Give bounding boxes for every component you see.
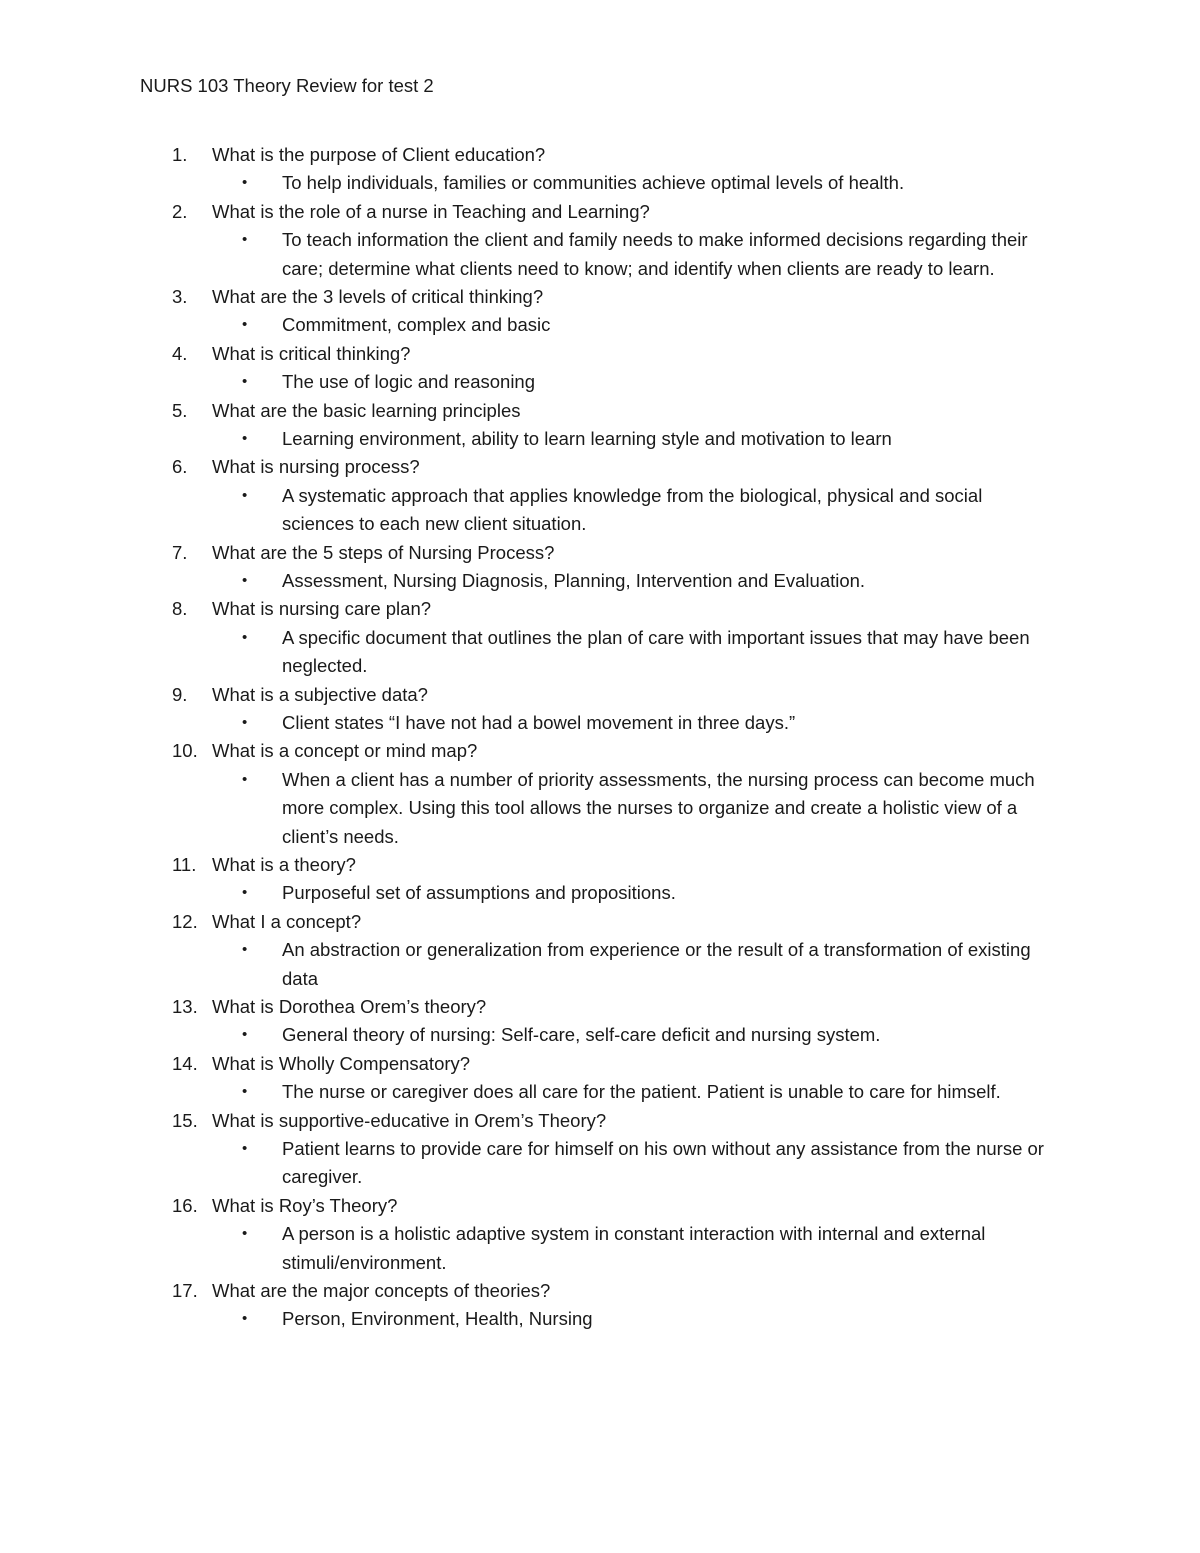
list-item: [0, 993, 1200, 1050]
list-item: [0, 198, 1200, 283]
bullet-icon: •: [242, 1139, 248, 1157]
answer-bullet: [0, 1078, 1052, 1106]
answer-text: A systematic approach that applies knowledge from the biological, physical and social sciences to each new client situation.: [282, 484, 983, 535]
question-number: 5.: [172, 399, 188, 421]
answer-text: General theory of nursing: Self-care, self-care deficit and nursing system.: [282, 1024, 881, 1046]
answer-text: Learning environment, ability to learn learning style and motivation to learn: [282, 427, 892, 449]
answer-text: To help individuals, families or communities achieve optimal levels of health.: [282, 172, 905, 194]
question-text: What is critical thinking?: [212, 342, 411, 364]
question-text: What is supportive-educative in Orem’s Theory?: [212, 1109, 607, 1131]
question-line: [0, 681, 1200, 709]
question-text: What is a concept or mind map?: [212, 740, 478, 762]
question-number: 11.: [172, 854, 197, 875]
bullet-icon: •: [242, 770, 248, 788]
question-line: [0, 595, 1200, 623]
answer-bullet: [0, 425, 1052, 453]
answer-text: Client states “I have not had a bowel movement in three days.”: [282, 711, 796, 733]
question-text: What is a theory?: [212, 854, 356, 875]
question-line: [0, 851, 1200, 879]
bullet-icon: •: [242, 231, 248, 249]
bullet-icon: •: [242, 571, 248, 589]
question-line: [0, 283, 1200, 311]
bullet-icon: •: [242, 1310, 248, 1328]
answer-bullet: [0, 226, 1052, 283]
question-line: [0, 737, 1200, 765]
question-text: What I a concept?: [212, 910, 362, 932]
answer-text: When a client has a number of priority assessments, the nursing process can become much more complex. Using this tool allows the nurses to organize and create a holistic view of a client’s needs.: [282, 768, 1035, 847]
question-text: What is nursing care plan?: [212, 598, 432, 620]
answer-bullet: [0, 1220, 1052, 1277]
question-line: [0, 340, 1200, 368]
question-number: 4.: [172, 342, 188, 364]
question-text: What is Wholly Compensatory?: [212, 1052, 471, 1074]
question-text: What is Dorothea Orem’s theory?: [212, 996, 487, 1017]
answer-bullet: [0, 567, 1052, 595]
answer-bullet: [0, 624, 1052, 681]
question-number: 15.: [172, 1109, 198, 1131]
question-line: [0, 141, 1200, 169]
question-line: [0, 1192, 1200, 1220]
list-item: [0, 1050, 1200, 1107]
bullet-icon: •: [242, 1083, 248, 1101]
answer-bullet: [0, 169, 1052, 197]
bullet-icon: •: [242, 1225, 248, 1243]
answer-text: Patient learns to provide care for himself on his own without any assistance from the nurse or caregiver.: [282, 1137, 1044, 1188]
list-item: [0, 141, 1200, 198]
answer-bullet: [0, 936, 1052, 993]
question-text: What is nursing process?: [212, 456, 420, 478]
list-item: [0, 1107, 1200, 1192]
answer-text: To teach information the client and family needs to make informed decisions regarding their care; determine what clients need to know; and identify when clients are ready to learn.: [282, 229, 1028, 279]
question-line: [0, 908, 1200, 936]
question-text: What are the 3 levels of critical thinking?: [212, 286, 544, 307]
question-number: 9.: [172, 683, 188, 705]
question-number: 8.: [172, 598, 188, 620]
list-item: [0, 737, 1200, 851]
question-line: [0, 1107, 1200, 1135]
question-number: 17.: [172, 1280, 198, 1301]
bullet-icon: •: [242, 429, 248, 447]
answer-text: A person is a holistic adaptive system in constant interaction with internal and external stimuli/environment.: [282, 1223, 986, 1273]
answer-bullet: [0, 879, 1052, 907]
answer-text: Purposeful set of assumptions and propositions.: [282, 882, 676, 904]
list-item: [0, 681, 1200, 738]
question-line: [0, 993, 1200, 1021]
answer-bullet: [0, 482, 1052, 539]
list-item: [0, 539, 1200, 596]
question-line: [0, 1050, 1200, 1078]
answer-bullet: [0, 368, 1052, 396]
question-number: 2.: [172, 200, 188, 222]
list-item: [0, 340, 1200, 397]
question-number: 12.: [172, 910, 198, 932]
bullet-icon: •: [242, 486, 248, 504]
question-text: What is the role of a nurse in Teaching and Learning?: [212, 200, 650, 222]
bullet-icon: •: [242, 373, 248, 391]
question-number: 7.: [172, 541, 188, 563]
answer-bullet: [0, 709, 1052, 737]
answer-text: The nurse or caregiver does all care for the patient. Patient is unable to care for himself.: [282, 1081, 1001, 1103]
bullet-icon: •: [242, 316, 248, 334]
answer-text: Commitment, complex and basic: [282, 314, 551, 336]
answer-text: A specific document that outlines the plan of care with important issues that may have been neglected.: [282, 626, 1030, 677]
question-text: What are the major concepts of theories?: [212, 1280, 551, 1301]
question-text: What is Roy’s Theory?: [212, 1194, 398, 1216]
question-text: What are the basic learning principles: [212, 399, 521, 421]
bullet-icon: •: [242, 174, 248, 192]
list-item: [0, 397, 1200, 454]
bullet-icon: •: [242, 1026, 248, 1044]
question-line: [0, 397, 1200, 425]
question-number: 16.: [172, 1194, 198, 1216]
bullet-icon: •: [242, 941, 248, 959]
list-item: [0, 453, 1200, 538]
question-text: What are the 5 steps of Nursing Process?: [212, 541, 555, 563]
list-item: [0, 851, 1200, 908]
question-number: 14.: [172, 1052, 198, 1074]
answer-bullet: [0, 1305, 1052, 1333]
bullet-icon: •: [242, 884, 248, 902]
question-line: [0, 539, 1200, 567]
question-number: 13.: [172, 996, 198, 1017]
question-text: What is a subjective data?: [212, 683, 428, 705]
list-item: [0, 595, 1200, 680]
answer-bullet: [0, 766, 1052, 851]
answer-text: Person, Environment, Health, Nursing: [282, 1308, 593, 1330]
bullet-icon: •: [242, 628, 248, 646]
list-item: [0, 283, 1200, 340]
list-item: [0, 1277, 1200, 1334]
question-number: 10.: [172, 740, 198, 762]
question-line: [0, 198, 1200, 226]
question-list: [0, 141, 1200, 1334]
answer-text: An abstraction or generalization from experience or the result of a transformation of existing data: [282, 939, 1031, 989]
list-item: [0, 908, 1200, 993]
question-line: [0, 453, 1200, 481]
answer-bullet: [0, 1135, 1052, 1192]
bullet-icon: •: [242, 713, 248, 731]
answer-bullet: [0, 311, 1052, 339]
question-text: What is the purpose of Client education?: [212, 144, 546, 165]
list-item: [0, 1192, 1200, 1277]
answer-text: The use of logic and reasoning: [282, 371, 536, 393]
question-number: 6.: [172, 456, 188, 478]
question-line: [0, 1277, 1200, 1305]
document-title: NURS 103 Theory Review for test 2: [140, 75, 434, 96]
answer-bullet: [0, 1021, 1052, 1049]
question-number: 1.: [172, 144, 188, 165]
answer-text: Assessment, Nursing Diagnosis, Planning, Intervention and Evaluation.: [282, 569, 866, 591]
question-number: 3.: [172, 286, 188, 307]
